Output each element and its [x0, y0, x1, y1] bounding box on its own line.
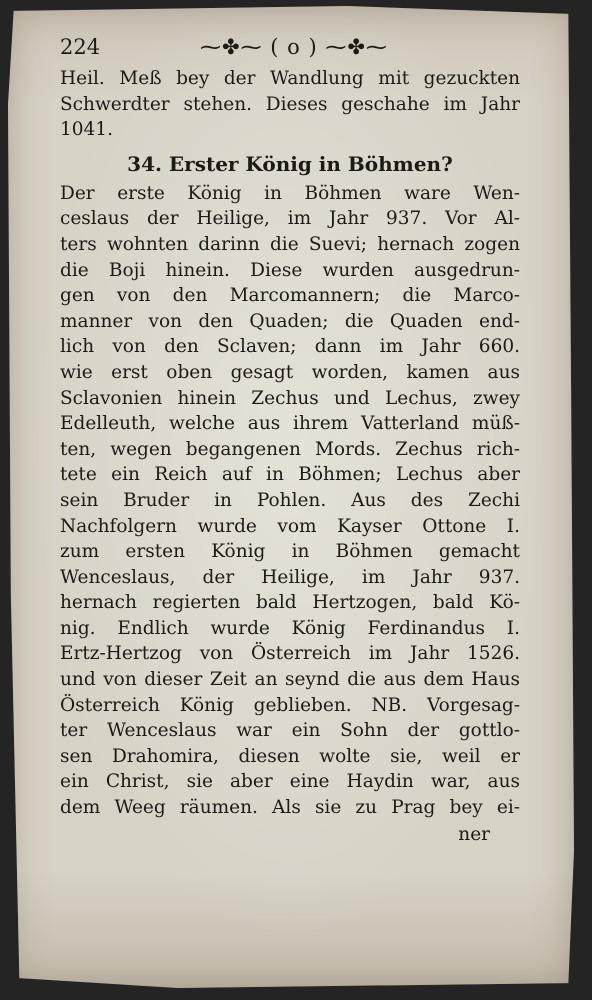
text-line: manner von den Quaden; die Quaden end- — [60, 310, 520, 332]
text-line: tete ein Reich auf in Böhmen; Lechus aber — [60, 464, 520, 486]
text-line: nig. Endlich wurde König Ferdinandus I. — [60, 617, 520, 639]
text-line: Edelleuth, welche aus ihrem Vatterland müß- — [60, 413, 520, 435]
section-heading: 34. Erster König in Böhmen? — [127, 151, 453, 176]
text-line: ceslaus der Heilige, im Jahr 937. Vor Al- — [60, 208, 520, 230]
text-line: Sclavonien hinein Zechus und Lechus, zwey — [60, 387, 520, 409]
text-line: Schwerdter stehen. Dieses geschahe im Jahr — [60, 93, 520, 115]
text-line: sen Drahomira, diesen wolte sie, weil er — [60, 745, 520, 767]
text-line: Ertz-Hertzog von Österreich im Jahr 1526. — [60, 643, 520, 665]
page-number: 224 — [60, 35, 101, 59]
text-line: sein Bruder in Pohlen. Aus des Zechi — [60, 489, 520, 511]
text-line: gen von den Marcomannern; die Marco- — [60, 285, 520, 307]
text-line: wie erst oben gesagt worden, kamen aus — [60, 361, 520, 383]
text-line: 1041. — [60, 119, 113, 141]
text-line: ter Wenceslaus war ein Sohn der gottlo- — [60, 720, 520, 742]
text-line: ten, wegen begangenen Mords. Zechus rich- — [60, 438, 520, 460]
text-line: dem Weeg räumen. Als sie zu Prag bey ei- — [60, 797, 520, 819]
text-line: Heil. Meß bey der Wandlung mit gezuckten — [60, 68, 520, 89]
text-line: und von dieser Zeit an seynd die aus dem Haus — [60, 669, 520, 691]
text-line: ters wohnten darinn die Suevi; hernach zogen — [60, 233, 520, 255]
text-line: Österreich König geblieben. NB. Vorgesag- — [60, 694, 520, 716]
text-line: Nachfolgern wurde vom Kayser Ottone I. — [60, 515, 520, 537]
text-line: Wenceslaus, der Heilige, im Jahr 937. — [60, 566, 520, 588]
text-line: die Boji hinein. Diese wurden ausgedrun- — [60, 259, 520, 281]
text-line: Der erste König in Böhmen ware Wen- — [60, 182, 520, 204]
continued-paragraph — [60, 66, 520, 143]
section-paragraph — [60, 181, 520, 821]
text-line: zum ersten König in Böhmen gemacht — [60, 541, 520, 563]
page-text-block — [60, 28, 520, 849]
page-ornament: ⁓✤⁓ ( o ) ⁓✤⁓ — [200, 35, 388, 59]
text-line: lich von den Sclaven; dann im Jahr 660. — [60, 336, 520, 358]
running-head — [60, 28, 520, 66]
text-line: hernach regierten bald Hertzogen, bald Kö- — [60, 592, 520, 614]
catchword: ner — [458, 823, 490, 845]
text-line: ein Christ, sie aber eine Haydin war, aus — [60, 771, 520, 793]
